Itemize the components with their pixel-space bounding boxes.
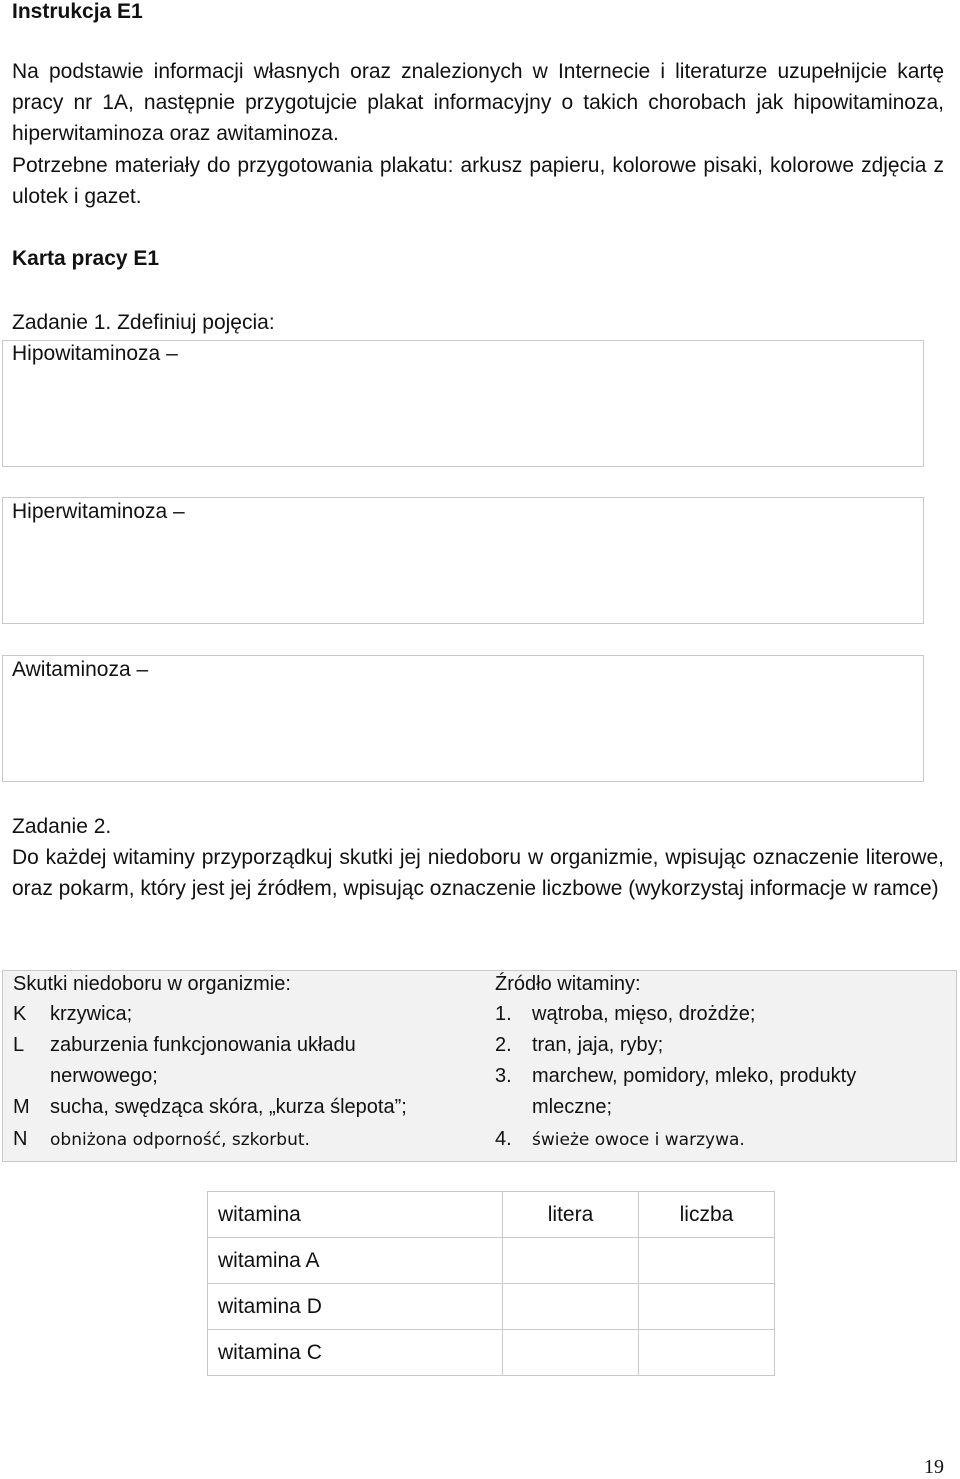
instruction-paragraph-2: Potrzebne materiały do przygotowania plakatu: arkusz papieru, kolorowe pisaki, kolorowe zdjęcia z ulotek i gazet. (12, 154, 944, 208)
source-item (495, 1061, 935, 1123)
effect-text: zaburzenia funkcjonowania układu nerwowego; (50, 1034, 356, 1087)
table-header-cell: litera (503, 1192, 639, 1238)
term-hiperwitaminoza-label: Hiperwitaminoza – (12, 500, 185, 523)
effect-text: sucha, swędząca skóra, „kurza ślepota”; (50, 1096, 407, 1118)
effect-item (13, 1092, 473, 1123)
sources-title: Źródło witaminy: (495, 973, 641, 995)
effects-title: Skutki niedoboru w organizmie: (13, 973, 291, 995)
effect-key: N (13, 1128, 28, 1150)
source-text: tran, jaja, ryby; (532, 1034, 664, 1056)
table-row (208, 1330, 775, 1376)
effect-key: M (13, 1096, 30, 1118)
worksheet-title: Karta pracy E1 (12, 247, 160, 270)
table-row (208, 1284, 775, 1330)
instruction-title: Instrukcja E1 (12, 0, 143, 23)
vitamin-name-cell: witamina C (208, 1330, 503, 1376)
instruction-paragraph-1: Na podstawie informacji własnych oraz znalezionych w Internecie i literaturze uzupełnijcie kartę pracy nr 1A, następnie przygotujcie plakat informacyjny o takich chorobach jak hipowitaminoza, hiperwitaminoza oraz awitaminoza. (12, 60, 944, 145)
term-hipowitaminoza-label-overlay: Hipowitaminoza – (12, 342, 178, 365)
vitamin-answer-table (207, 1191, 775, 1376)
letter-answer-cell[interactable] (503, 1330, 639, 1376)
table-header-row (208, 1192, 775, 1238)
task1-title: Zadanie 1. Zdefiniuj pojęcia: (12, 311, 275, 334)
effect-key: K (13, 1003, 27, 1025)
number-answer-cell[interactable] (639, 1238, 775, 1284)
letter-answer-cell[interactable] (503, 1238, 639, 1284)
source-text: wątroba, mięso, drożdże; (532, 1003, 756, 1025)
source-item (495, 1030, 935, 1061)
source-text: marchew, pomidory, mleko, produkty mleczne; (532, 1065, 857, 1118)
effect-text: krzywica; (50, 1003, 133, 1025)
table-header-cell: liczba (639, 1192, 775, 1238)
source-key: 2. (495, 1034, 512, 1056)
info-frame (2, 970, 957, 1162)
term-awitaminoza-label: Awitaminoza – (12, 658, 149, 681)
number-answer-cell[interactable] (639, 1330, 775, 1376)
source-key: 4. (495, 1128, 512, 1150)
task2-instruction: Do każdej witaminy przyporządkuj skutki jej niedoboru w organizmie, wpisując oznaczenie literowe, oraz pokarm, który jest jej źródłem, wpisując oznaczenie liczbowe (wykorzystaj informacje w ramce) (12, 846, 944, 900)
effect-item (13, 999, 473, 1030)
letter-answer-cell[interactable] (503, 1284, 639, 1330)
effect-key: L (13, 1034, 25, 1056)
number-answer-cell[interactable] (639, 1284, 775, 1330)
source-item (495, 999, 935, 1030)
table-header-cell: witamina (208, 1192, 503, 1238)
source-key: 3. (495, 1065, 512, 1087)
effect-item (13, 1124, 473, 1155)
vitamin-name-cell: witamina A (208, 1238, 503, 1284)
source-item (495, 1124, 935, 1155)
vitamin-name-cell: witamina D (208, 1284, 503, 1330)
source-key: 1. (495, 1003, 512, 1025)
effect-text: obniżona odporność, szkorbut. (50, 1130, 310, 1150)
task2-title: Zadanie 2. (12, 815, 112, 838)
source-text: świeże owoce i warzywa. (532, 1130, 745, 1150)
table-row (208, 1238, 775, 1284)
effect-item (13, 1030, 473, 1092)
page-number: 19 (924, 1456, 944, 1478)
